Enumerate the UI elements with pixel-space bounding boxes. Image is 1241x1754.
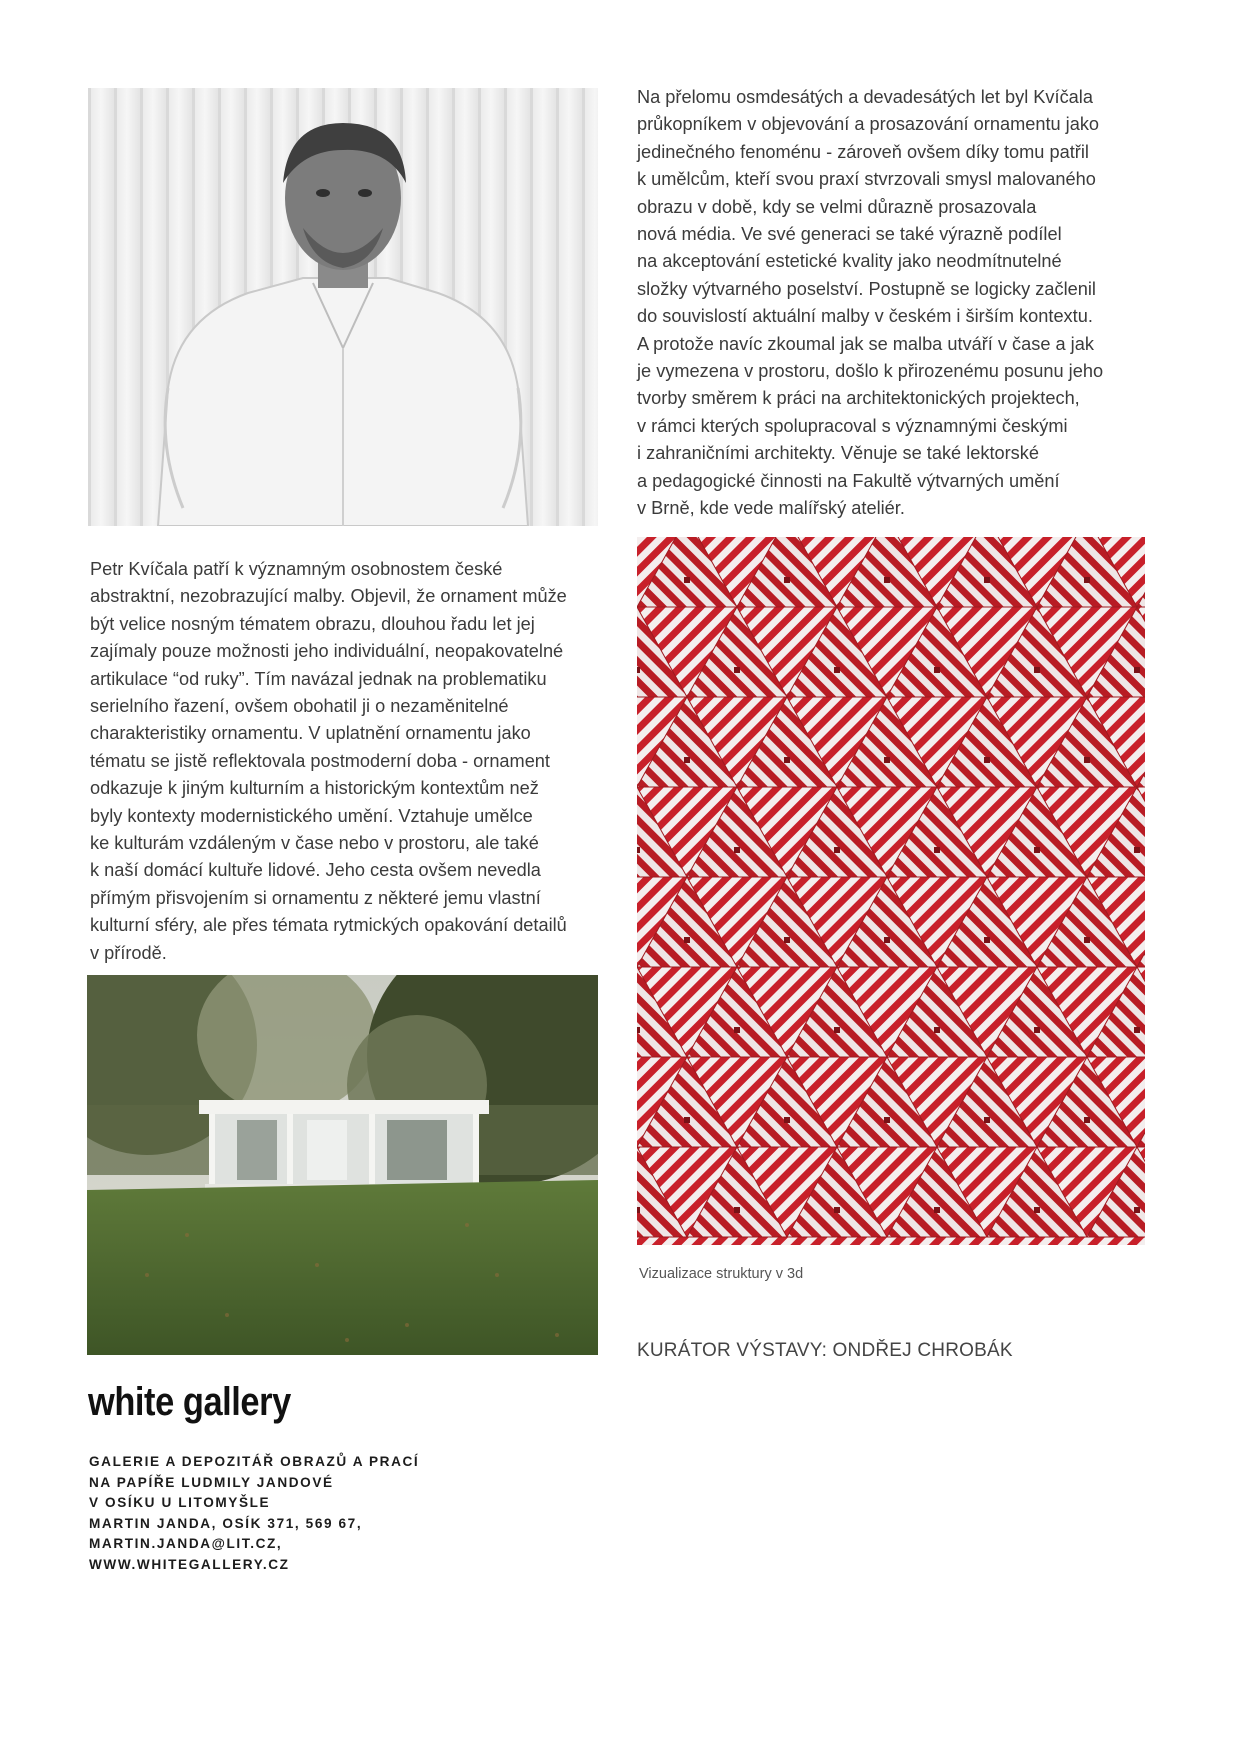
pyramid-apex [637, 1207, 640, 1213]
pyramid-apex [1084, 577, 1090, 583]
pyramid-apex [934, 667, 940, 673]
pyramid-apex [1034, 1207, 1040, 1213]
pyramid-apex [1084, 757, 1090, 763]
pyramid-apex [1134, 847, 1140, 853]
pyramid-apex [684, 577, 690, 583]
pyramid-apex [884, 757, 890, 763]
pyramid-apex [734, 847, 740, 853]
pyramid-apex [984, 577, 990, 583]
website-link[interactable]: WWW.WHITEGALLERY.CZ [89, 1556, 290, 1572]
pyramid-apex [734, 1027, 740, 1033]
pyramid-apex [984, 937, 990, 943]
gallery-address-block [89, 1452, 419, 1576]
pyramid-apex [1134, 667, 1140, 673]
pyramid-apex [884, 1117, 890, 1123]
image-caption: Vizualizace struktury v 3d [639, 1266, 804, 1282]
pyramid-apex [1134, 1027, 1140, 1033]
pyramid-apex [1034, 667, 1040, 673]
pyramid-apex [1134, 1207, 1140, 1213]
email-link[interactable]: MARTIN.JANDA@LIT.CZ, [89, 1536, 283, 1552]
pyramid-apex [834, 667, 840, 673]
pyramid-apex [1084, 1117, 1090, 1123]
artist-intro-paragraph: Petr Kvíčala patří k významným osobnostem české abstraktní, nezobrazující malby. Objevil, že ornament může být velice nosným tématem obrazu, dlouhou řadu let jej zajímaly pouze možnosti jeho individuální, neopakovatelné artikulace “od ruky”. Tím navázal jednak na problematiku serielního řazení, ovšem obohatil ji o nezaměnitelné charakteristiky ornamentu. V uplatnění ornamentu jako tématu se jistě reflektovala postmoderní doba - ornament odkazuje k jiným kulturním a historickým kontextům než byly kontexty modernistického umění. Vztahuje umělce ke kulturám vzdáleným v čase nebo v prostoru, ale také k naší domácí kultuře lidové. Jeho cesta ovšem nevedla přímým přisvojením si ornamentu z některé jemu vlastní kulturní sféry, ale přes témata rytmických opakování detailů v přírodě. [90, 559, 567, 963]
pyramid-apex [1034, 1027, 1040, 1033]
address-line: MARTIN JANDA, OSÍK 371, 569 67, [89, 1515, 363, 1531]
pyramid-apex [984, 757, 990, 763]
artist-portrait-photo [88, 88, 598, 526]
pyramid-apex [784, 937, 790, 943]
address-line: NA PAPÍŘE LUDMILY JANDOVÉ [89, 1474, 334, 1490]
pyramid-apex [984, 1117, 990, 1123]
pyramid-apex [1084, 937, 1090, 943]
pyramid-apex [834, 1207, 840, 1213]
gallery-building-photo [87, 975, 598, 1355]
gallery-building-illustration [87, 975, 598, 1355]
pyramid-apex [637, 847, 640, 853]
address-line: V OSÍKU U LITOMYŠLE [89, 1495, 271, 1511]
curator-credit: KURÁTOR VÝSTAVY: ONDŘEJ CHROBÁK [637, 1340, 1013, 1361]
pyramid-apex [734, 1207, 740, 1213]
pyramid-apex [684, 1117, 690, 1123]
pyramid-apex [934, 847, 940, 853]
pyramid-apex [1034, 847, 1040, 853]
address-line: GALERIE A DEPOZITÁŘ OBRAZŮ A PRACÍ [89, 1454, 420, 1469]
pyramid-apex [884, 937, 890, 943]
structure-visualization-image [637, 537, 1145, 1245]
pyramid-apex [934, 1027, 940, 1033]
striped-pyramid-pattern [637, 537, 1145, 1245]
pyramid-apex [637, 667, 640, 673]
pyramid-apex [684, 937, 690, 943]
artist-career-paragraph: Na přelomu osmdesátých a devadesátých let byl Kvíčala průkopníkem v objevování a prosazování ornamentu jako jedinečného fenoménu - zároveň ovšem díky tomu patřil k umělcům, kteří svou praxí stvrzovali smysl malovaného obrazu v době, kdy se velmi důrazně prosazovala nová média. Ve své generaci se také výrazně podílel na akceptování estetické kvality jako neodmítnutelné složky výtvarného poselství. Postupně se logicky začlenil do souvislostí aktuální malby v českém i širším kontextu. A protože navíc zkoumal jak se malba utváří v čase a jak je vymezena v prostoru, došlo k přirozenému posunu jeho tvorby směrem k práci na architektonických projektech, v rámci kterých spolupracoval s významnými českými i zahraničními architekty. Věnuje se také lektorské a pedagogické činnosti na Fakultě výtvarných umění v Brně, kde vede malířský ateliér. [637, 87, 1104, 519]
pyramid-apex [884, 577, 890, 583]
artist-portrait-illustration [88, 88, 598, 526]
pyramid-apex [684, 757, 690, 763]
white-gallery-logo: white gallery [88, 1380, 291, 1424]
pyramid-apex [934, 1207, 940, 1213]
pyramid-apex [784, 1117, 790, 1123]
pyramid-apex [784, 577, 790, 583]
pyramid-apex [834, 847, 840, 853]
pyramid-apex [834, 1027, 840, 1033]
pyramid-apex [784, 757, 790, 763]
pyramid-apex [637, 1027, 640, 1033]
pyramid-apex [734, 667, 740, 673]
